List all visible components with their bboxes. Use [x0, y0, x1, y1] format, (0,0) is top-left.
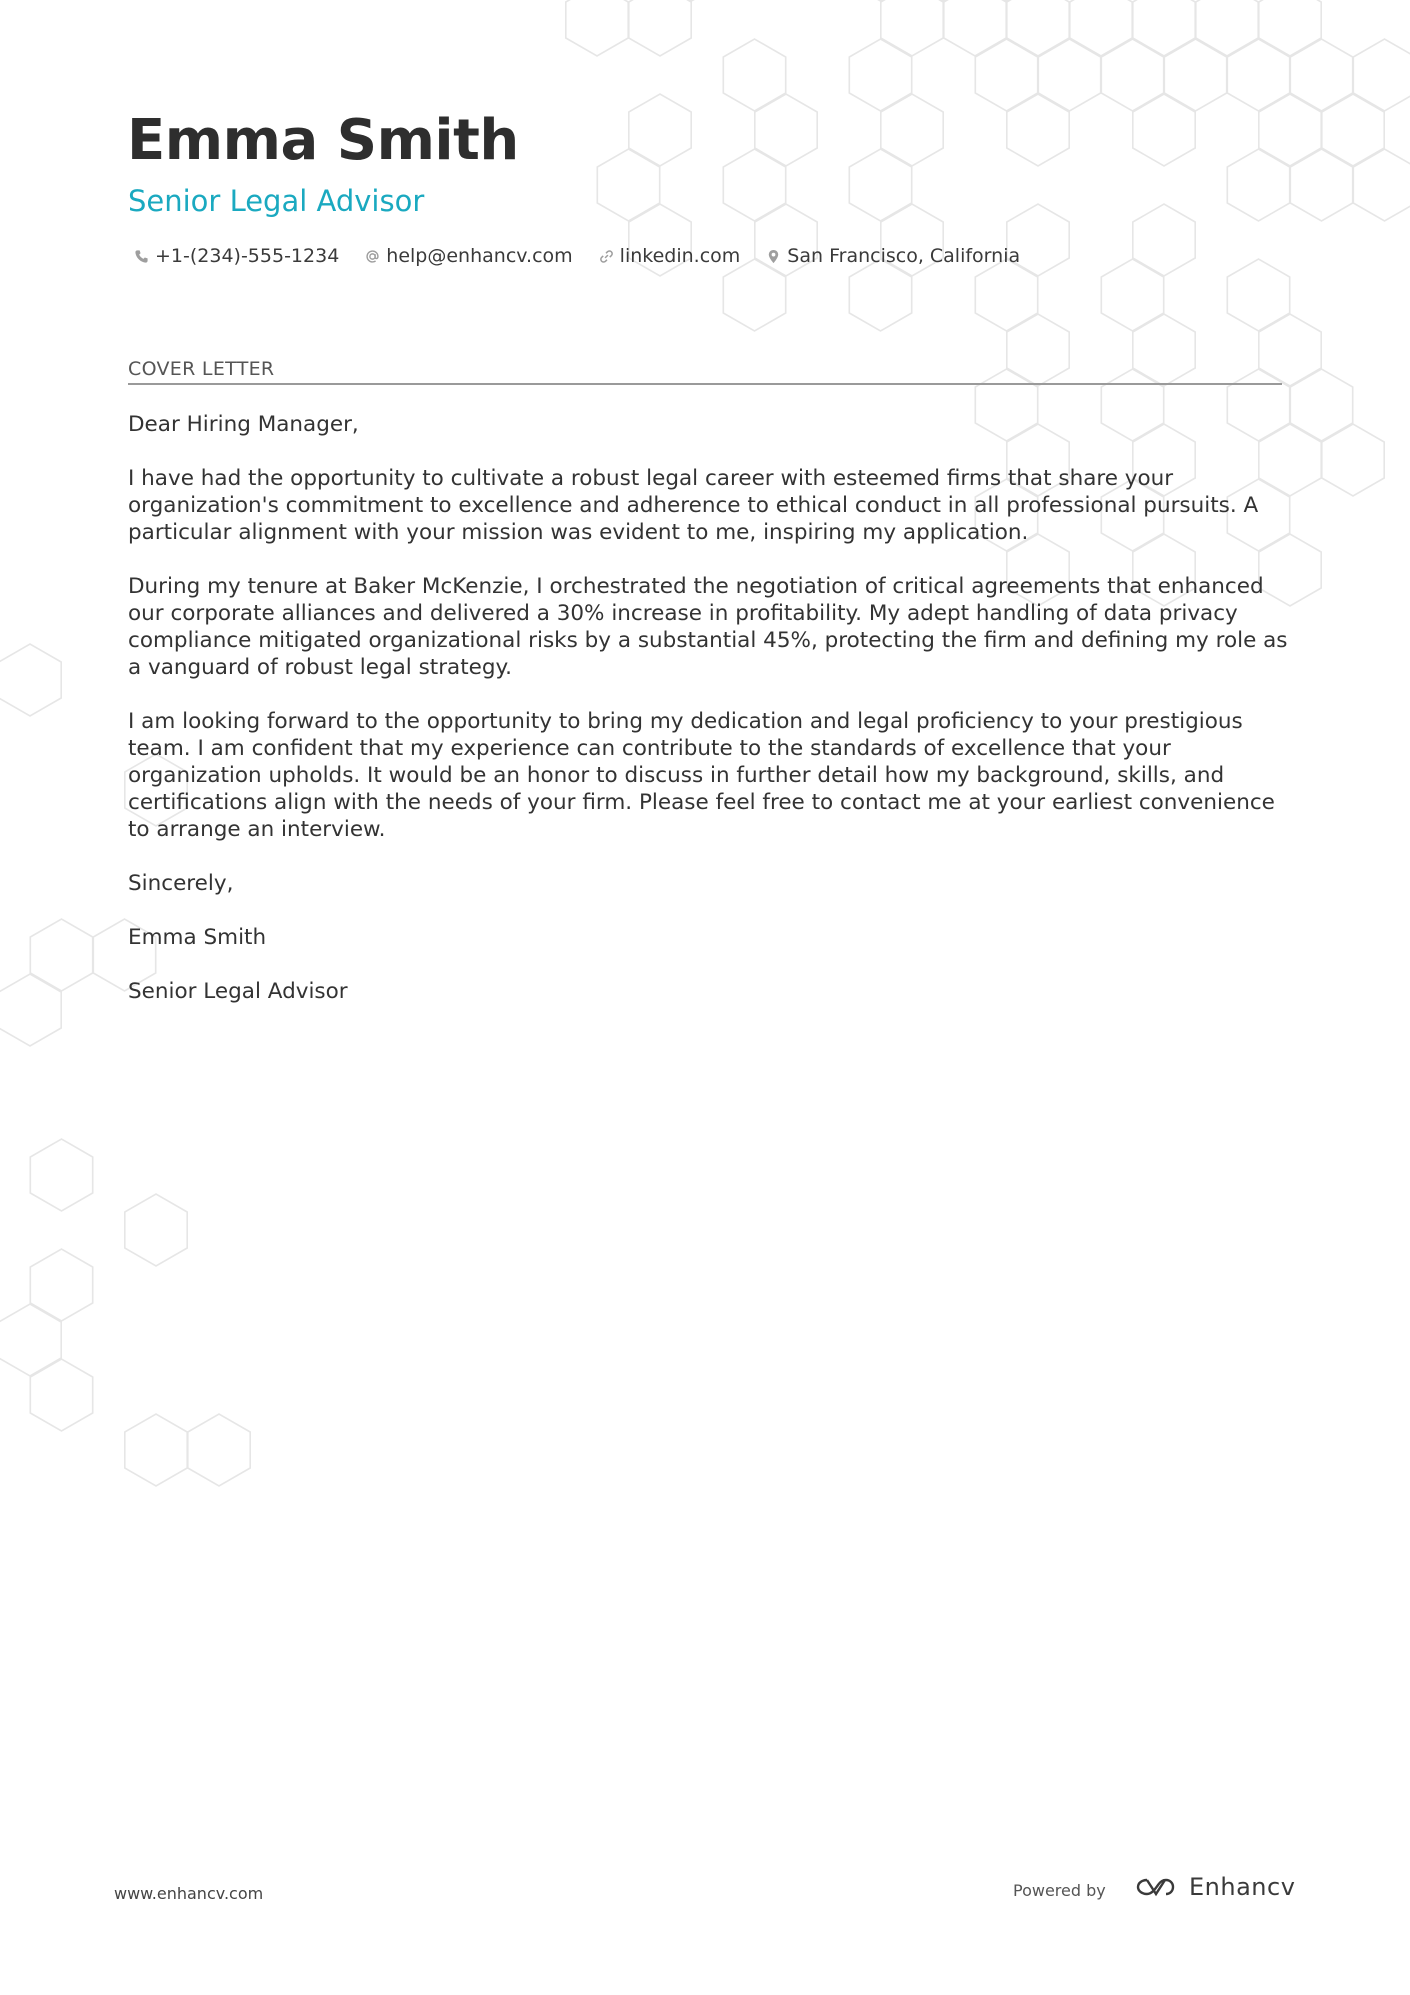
at-icon — [365, 249, 380, 264]
contact-phone[interactable] — [134, 245, 339, 267]
enhancv-logo-icon — [1133, 1874, 1179, 1900]
candidate-headline: Senior Legal Advisor — [128, 184, 425, 218]
signature-title: Senior Legal Advisor — [128, 979, 348, 1004]
contact-link[interactable] — [599, 245, 741, 267]
letter-body — [128, 411, 1288, 1032]
letter-paragraph: I am looking forward to the opportunity to bring my dedication and legal proficiency to your prestigious team. I am confident that my experience can contribute to the standards of excellence that your organization upholds. It would be an honor to discuss in further detail how my background, skills, and certifications align with the needs of your firm. Please feel free to contact me at your earliest convenience to arrange an interview. — [128, 709, 1275, 842]
candidate-name: Emma Smith — [127, 108, 519, 173]
letter-closing: Sincerely, — [128, 871, 234, 896]
powered-by-label: Powered by — [1013, 1881, 1106, 1900]
contact-email[interactable] — [365, 245, 572, 267]
phone-text: +1-(234)-555-1234 — [155, 245, 340, 267]
footer-website-link[interactable]: www.enhancv.com — [114, 1884, 264, 1903]
letter-paragraph: During my tenure at Baker McKenzie, I orchestrated the negotiation of critical agreements that enhanced our corporate alliances and delivered a 30% increase in profitability. My adept handling of data privacy compliance mitigated organizational risks by a substantial 45%, protecting the firm and defining my role as a vanguard of robust legal strategy. — [128, 574, 1288, 680]
enhancv-brand-name: Enhancv — [1189, 1873, 1296, 1901]
section-title-cover-letter: COVER LETTER — [128, 358, 1282, 385]
location-text: San Francisco, California — [787, 245, 1021, 267]
phone-icon — [134, 249, 149, 264]
link-text: linkedin.com — [619, 245, 741, 267]
letter-greeting: Dear Hiring Manager, — [128, 412, 359, 437]
signature-name: Emma Smith — [128, 925, 267, 950]
email-text: help@enhancv.com — [386, 245, 573, 267]
contact-bar — [134, 245, 1046, 267]
contact-location — [766, 245, 1020, 267]
letter-paragraph: I have had the opportunity to cultivate a robust legal career with esteemed firms that share your organization's commitment to excellence and adherence to ethical conduct in all professional pursuits. A particular alignment with your mission was evident to me, inspiring my application. — [128, 466, 1259, 545]
enhancv-brand[interactable] — [1133, 1873, 1295, 1901]
location-pin-icon — [766, 249, 781, 264]
link-icon — [599, 249, 614, 264]
